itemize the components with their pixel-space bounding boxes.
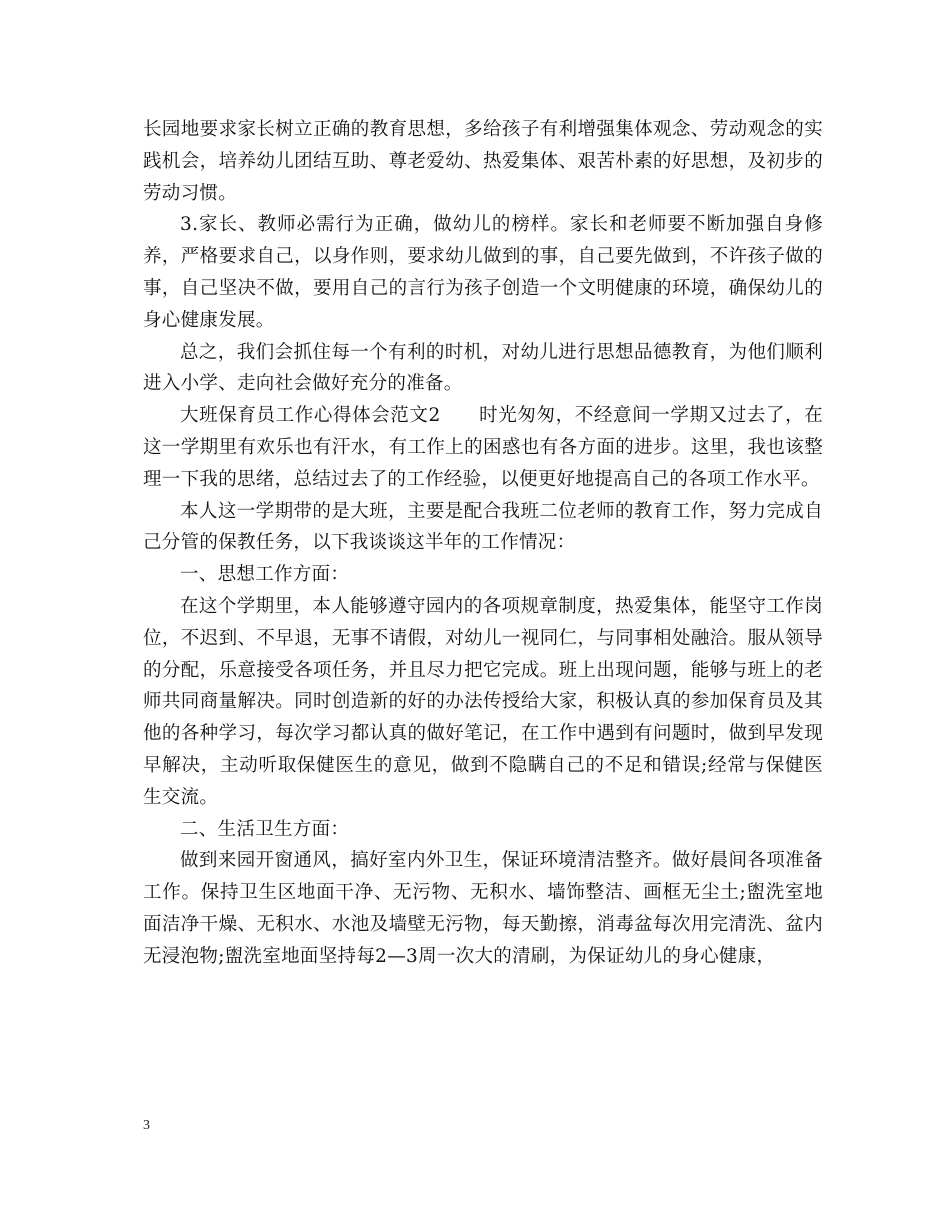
- document-body: [143, 114, 823, 973]
- paragraph: 总之，我们会抓住每一个有利的时机，对幼儿进行思想品德教育，为他们顺利进入小学、走向社会做好充分的准备。: [143, 341, 823, 395]
- page-number: 3: [143, 1118, 150, 1133]
- section-heading: 一、思想工作方面：: [180, 564, 350, 586]
- section-heading: 二、生活卫生方面：: [180, 818, 350, 840]
- paragraph: 3.家长、教师必需行为正确，做幼儿的榜样。家长和老师要不断加强自身修养，严格要求自己，以身作则，要求幼儿做到的事，自己要先做到，不许孩子做的事，自己坚决不做，要用自己的言行为孩子创造一个文明健康的环境，确保幼儿的身心健康发展。: [143, 214, 823, 331]
- paragraph: 长园地要求家长树立正确的教育思想，多给孩子有利增强集体观念、劳动观念的实践机会，培养幼儿团结互助、尊老爱幼、热爱集体、艰苦朴素的好思想，及初步的劳动习惯。: [143, 119, 823, 204]
- paragraph: 在这个学期里，本人能够遵守园内的各项规章制度，热爱集体，能坚守工作岗位，不迟到、不早退，无事不请假，对幼儿一视同仁，与同事相处融洽。服从领导的分配，乐意接受各项任务，并且尽力把它完成。班上出现问题，能够与班上的老师共同商量解决。同时创造新的好的办法传授给大家，积极认真的参加保育员及其他的各种学习，每次学习都认真的做好笔记，在工作中遇到有问题时，做到早发现早解决，主动听取保健医生的意见，做到不隐瞒自己的不足和错误;经常与保健医生交流。: [143, 595, 823, 808]
- paragraph: 本人这一学期带的是大班，主要是配合我班二位老师的教育工作，努力完成自己分管的保教任务，以下我谈谈这半年的工作情况：: [143, 500, 823, 554]
- paragraph: 做到来园开窗通风，搞好室内外卫生，保证环境清洁整齐。做好晨间各项准备工作。保持卫生区地面干净、无污物、无积水、墙饰整洁、画框无尘土;盥洗室地面洁净干燥、无积水、水池及墙壁无污物，每天勤擦，消毒盆每次用完清洗、盆内无浸泡物;盥洗室地面坚持每2—3周一次大的清刷，为保证幼儿的身心健康，: [143, 850, 823, 967]
- paragraph: 大班保育员工作心得体会范文2 时光匆匆，不经意间一学期又过去了，在这一学期里有欢乐也有汗水，有工作上的困惑也有各方面的进步。这里，我也该整理一下我的思绪，总结过去了的工作经验，以便更好地提高自己的各项工作水平。: [143, 405, 823, 490]
